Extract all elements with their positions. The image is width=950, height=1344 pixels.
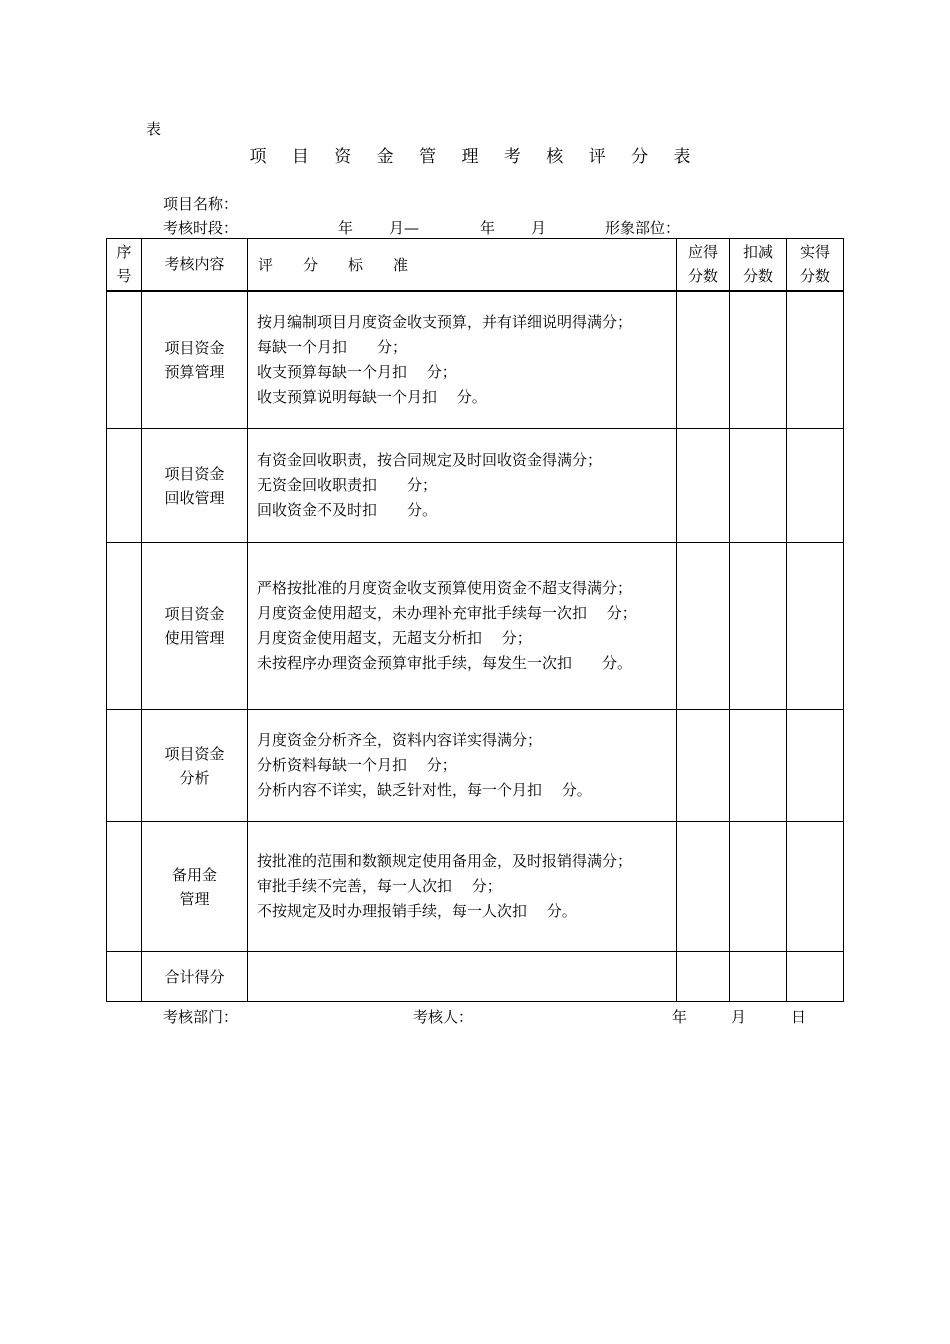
deduct-score-cell[interactable] <box>730 429 787 543</box>
deduct-score-cell[interactable] <box>730 822 787 952</box>
period-year-end: 年 <box>480 219 496 237</box>
deduct-score-cell[interactable] <box>730 710 787 822</box>
deduct-score-cell[interactable] <box>730 952 787 1002</box>
table-header-row <box>107 239 844 291</box>
total-score-cell[interactable] <box>248 952 677 1002</box>
assessment-dept-label: 考核部门： <box>163 1008 239 1026</box>
seq-cell[interactable] <box>107 543 142 710</box>
content-cell: 项目资金 分析 <box>142 710 248 822</box>
seq-cell[interactable] <box>107 291 142 429</box>
table-row <box>107 291 844 429</box>
period-month-end: 月 <box>531 219 547 237</box>
content-cell: 项目资金 回收管理 <box>142 429 248 543</box>
assessment-period-row <box>163 217 843 237</box>
seq-cell[interactable] <box>107 952 142 1002</box>
should-score-cell[interactable] <box>677 429 730 543</box>
deduct-score-cell[interactable] <box>730 291 787 429</box>
period-month-start: 月— <box>389 219 420 237</box>
assessor-label: 考核人： <box>413 1008 474 1026</box>
should-score-cell[interactable] <box>677 291 730 429</box>
should-score-cell[interactable] <box>677 952 730 1002</box>
criteria-cell: 按批准的范围和数额规定使用备用金，及时报销得满分； 审批手续不完善，每一人次扣 分； 不按规定及时办理报销手续，每一人次扣 分。 <box>248 822 677 952</box>
location-label: 形象部位： <box>605 219 681 237</box>
actual-score-cell[interactable] <box>787 429 844 543</box>
table-row <box>107 429 844 543</box>
page-title: 项 目 资 金 管 理 考 核 评 分 表 <box>249 147 701 167</box>
actual-score-cell[interactable] <box>787 952 844 1002</box>
footer-row <box>163 1006 843 1026</box>
header-should-score: 应得 分数 <box>677 239 730 291</box>
content-cell: 项目资金 使用管理 <box>142 543 248 710</box>
should-score-cell[interactable] <box>677 822 730 952</box>
seq-cell[interactable] <box>107 822 142 952</box>
table-row <box>107 822 844 952</box>
period-label: 考核时段： <box>163 219 239 237</box>
table-row <box>107 543 844 710</box>
period-year-start: 年 <box>338 219 354 237</box>
form-label: 表 <box>146 120 162 138</box>
criteria-cell: 按月编制项目月度资金收支预算，并有详细说明得满分； 每缺一个月扣 分； 收支预算每缺一个月扣 分； 收支预算说明每缺一个月扣 分。 <box>248 291 677 429</box>
header-content: 考核内容 <box>142 239 248 291</box>
footer-day: 日 <box>791 1008 807 1026</box>
criteria-cell: 月度资金分析齐全，资料内容详实得满分； 分析资料每缺一个月扣 分； 分析内容不详实，缺乏针对性，每一个月扣 分。 <box>248 710 677 822</box>
actual-score-cell[interactable] <box>787 543 844 710</box>
header-criteria: 评 分 标 准 <box>248 239 677 291</box>
should-score-cell[interactable] <box>677 710 730 822</box>
total-label: 合计得分 <box>142 952 248 1002</box>
deduct-score-cell[interactable] <box>730 543 787 710</box>
seq-cell[interactable] <box>107 429 142 543</box>
content-cell: 备用金 管理 <box>142 822 248 952</box>
criteria-cell: 有资金回收职责，按合同规定及时回收资金得满分； 无资金回收职责扣 分； 回收资金不及时扣 分。 <box>248 429 677 543</box>
project-name-label: 项目名称： <box>163 195 239 213</box>
footer-month: 月 <box>731 1008 747 1026</box>
header-seq: 序 号 <box>107 239 142 291</box>
table-row <box>107 710 844 822</box>
header-actual-score: 实得 分数 <box>787 239 844 291</box>
total-row <box>107 952 844 1002</box>
criteria-cell: 严格按批准的月度资金收支预算使用资金不超支得满分； 月度资金使用超支，未办理补充审批手续每一次扣 分； 月度资金使用超支，无超支分析扣 分； 未按程序办理资金预算审批手续，每发生一次扣 分。 <box>248 543 677 710</box>
actual-score-cell[interactable] <box>787 710 844 822</box>
actual-score-cell[interactable] <box>787 291 844 429</box>
actual-score-cell[interactable] <box>787 822 844 952</box>
header-deduct-score: 扣减 分数 <box>730 239 787 291</box>
scoring-table <box>106 238 844 1002</box>
should-score-cell[interactable] <box>677 543 730 710</box>
seq-cell[interactable] <box>107 710 142 822</box>
footer-year: 年 <box>672 1008 688 1026</box>
content-cell: 项目资金 预算管理 <box>142 291 248 429</box>
